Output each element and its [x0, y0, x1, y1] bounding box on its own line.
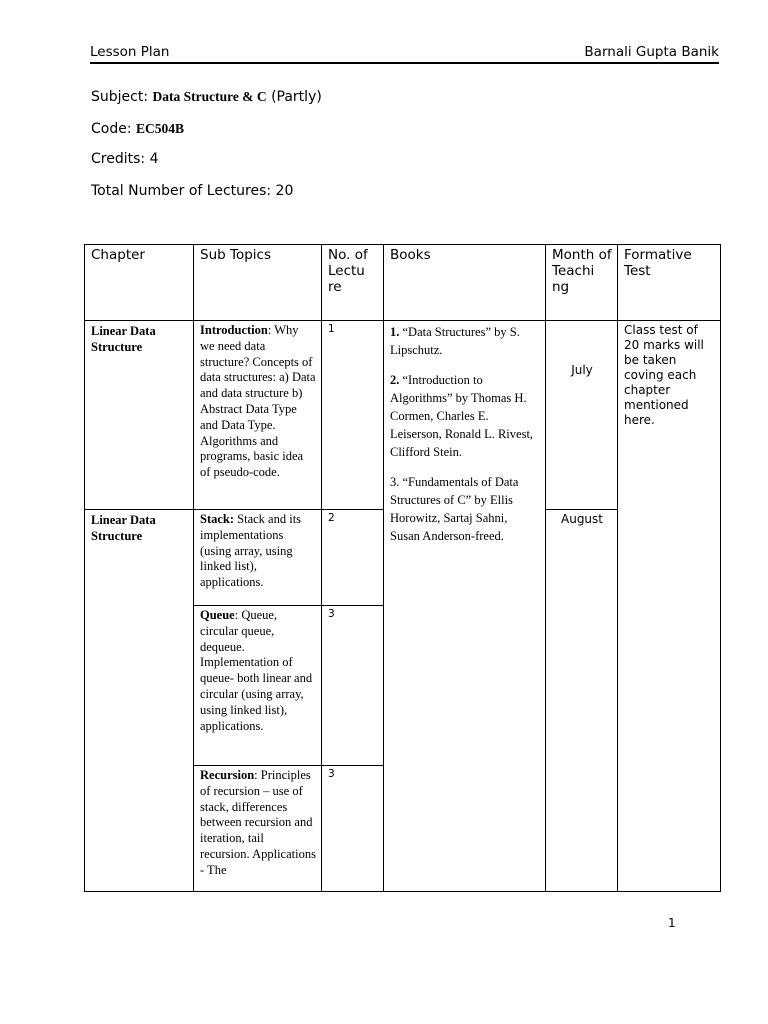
book-item: 2. “Introduction to Algorithms” by Thomas H. Cormen, Charles E. Leiserson, Ronald L. Rivest, Clifford Stein. — [390, 373, 534, 459]
subject-value: Data Structure & C — [152, 89, 267, 104]
month-cell: July — [546, 321, 618, 510]
lectures-cell: 3 — [322, 606, 384, 766]
credits-label: Credits: — [91, 151, 146, 167]
header-author: Barnali Gupta Banik — [584, 44, 719, 60]
topic-text: Stack and its implementations (using array, using linked list), applications. — [200, 512, 302, 590]
subtopic-cell — [194, 510, 322, 606]
lectures-cell: 3 — [322, 766, 384, 892]
topic-title: Introduction — [200, 323, 268, 337]
subtopic-cell — [194, 606, 322, 766]
topic-title: Recursion — [200, 768, 255, 782]
book-item: 1. “Data Structures” by S. Lipschutz. — [390, 325, 520, 357]
credits-line — [91, 151, 159, 167]
topic-title: Queue — [200, 608, 235, 622]
formative-test-cell: Class test of 20 marks will be taken coving each chapter mentioned here. — [618, 321, 721, 892]
books-cell — [384, 321, 546, 892]
topic-text: : Queue, circular queue, dequeue. Implementation of queue- both linear and circular (using array, using linked list), applications. — [200, 608, 313, 733]
lectures-cell: 2 — [322, 510, 384, 606]
topic-text: : Why we need data structure? Concepts of data structures: a) Data and data structure b) Abstract Data Type and Data Type. Algorithms and programs, basic idea of pseudo-code. — [200, 323, 316, 480]
header-subtopics: Sub Topics — [194, 245, 322, 321]
lectures-line — [91, 183, 293, 199]
topic-title: Stack: — [200, 512, 235, 526]
credits-value: 4 — [149, 151, 159, 167]
header-chapter: Chapter — [85, 245, 194, 321]
lectures-label: Total Number of Lectures: — [91, 183, 272, 199]
page-header — [90, 44, 719, 64]
header-formative-test: Formative Test — [618, 245, 721, 321]
lectures-value: 20 — [275, 183, 294, 199]
chapter-cell: Linear Data Structure — [85, 321, 194, 510]
code-line — [91, 121, 184, 137]
subtopic-cell — [194, 766, 322, 892]
subject-label: Subject: — [91, 89, 149, 105]
page-number: 1 — [668, 916, 676, 930]
subtopic-cell — [194, 321, 322, 510]
header-books: Books — [384, 245, 546, 321]
chapter-cell: Linear Data Structure — [85, 510, 194, 892]
lesson-plan-table — [84, 244, 721, 892]
topic-text: : Principles of recursion – use of stack, differences between recursion and iteration, tail recursion. Applications - The — [200, 768, 316, 877]
header-lesson-plan: Lesson Plan — [90, 44, 170, 60]
table-header-row — [85, 245, 721, 321]
subject-value-rest: (Partly) — [266, 89, 322, 105]
subject-line — [91, 89, 322, 105]
code-label: Code: — [91, 121, 132, 137]
table-row — [85, 321, 721, 510]
month-cell: August — [546, 510, 618, 892]
book-item: 3. “Fundamentals of Data Structures of C” by Ellis Horowitz, Sartaj Sahni, Susan Anderson-freed. — [390, 475, 519, 543]
header-month: Month of Teachi ng — [546, 245, 618, 321]
lectures-cell: 1 — [322, 321, 384, 510]
code-value: EC504B — [136, 121, 185, 136]
header-lectures: No. of Lectu re — [322, 245, 384, 321]
